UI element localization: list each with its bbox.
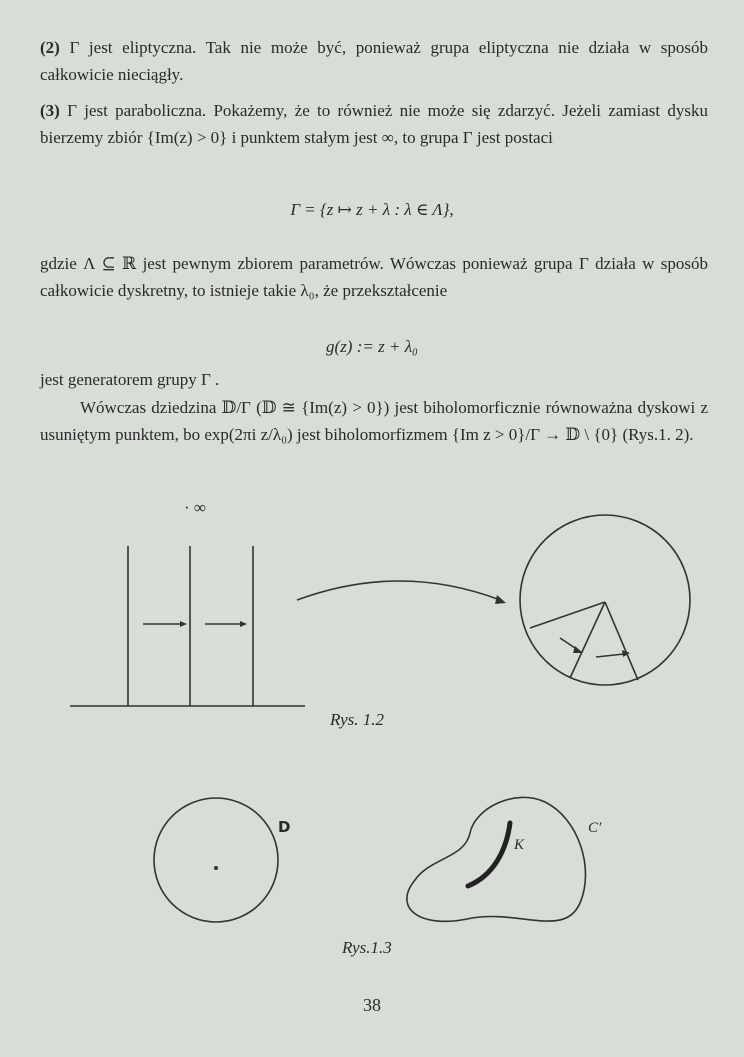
paragraph-elliptic-text: Γ jest eliptyczna. Tak nie może być, ponieważ grupa eliptyczna nie działa w sposób całkowicie nieciągły. [40, 38, 709, 84]
arrowhead-left-icon [180, 621, 187, 627]
figure-strip-diagram [0, 520, 744, 720]
equation-group: Γ = {z ↦ z + λ : λ ∈ Λ}, [290, 200, 454, 219]
figure-region-diagram [0, 788, 744, 928]
disk-label: D [278, 818, 291, 836]
unit-disk [154, 798, 278, 922]
case-number-2: (2) [40, 38, 60, 57]
case-number-3: (3) [40, 101, 60, 120]
sector-line-3 [605, 602, 638, 680]
paragraph-parameters: gdzie Λ ⊆ ℝ jest pewnym zbiorem parametrów. Wówczas ponieważ grupa Γ działa w sposób całkowicie dyskretny, to istnieje takie λ₀, że przekształcenie [40, 254, 708, 300]
region-label: C′ [588, 820, 602, 836]
mapping-arrow [297, 581, 500, 600]
equation-generator: g(z) := z + λ₀ [326, 337, 418, 356]
compact-set-curve [468, 823, 510, 886]
mapping-arrowhead-icon [495, 595, 506, 604]
sector-line-2 [570, 602, 605, 678]
disk-image [520, 515, 690, 685]
paragraph-generator: jest generatorem grupy Γ . [40, 370, 220, 389]
paragraph-elliptic [40, 34, 708, 88]
caption-figure-1-3: Rys.1.3 [342, 938, 392, 957]
curve-label: K [514, 837, 525, 853]
sector-line-1 [530, 602, 605, 628]
page-number: 38 [363, 995, 381, 1015]
paragraph-biholomorphic: Wówczas dziedzina 𝔻/Γ (𝔻 ≅ {Im(z) > 0}) jest biholomorficznie równoważna dyskowi z usuniętym punktem, bo exp(2πi z/λ₀) jest biholomorfizmem {Im z > 0}/Γ → 𝔻 \ {0} (Rys.1. 2). [40, 398, 708, 444]
paragraph-parabolic-text: Γ jest paraboliczna. Pokażemy, że to również nie może się zdarzyć. Jeżeli zamiast dysku bierzemy zbiór {Im(z) > 0} i punktem stałym jest ∞, to grupa Γ jest postaci [40, 101, 709, 147]
paragraph-parabolic [40, 97, 708, 151]
disk-center-point [214, 866, 218, 870]
arrowhead-right-icon [240, 621, 247, 627]
sector-arrow-2 [596, 654, 624, 657]
infinity-label: · ∞ [184, 498, 207, 517]
caption-figure-1-2: Rys. 1.2 [330, 710, 384, 729]
